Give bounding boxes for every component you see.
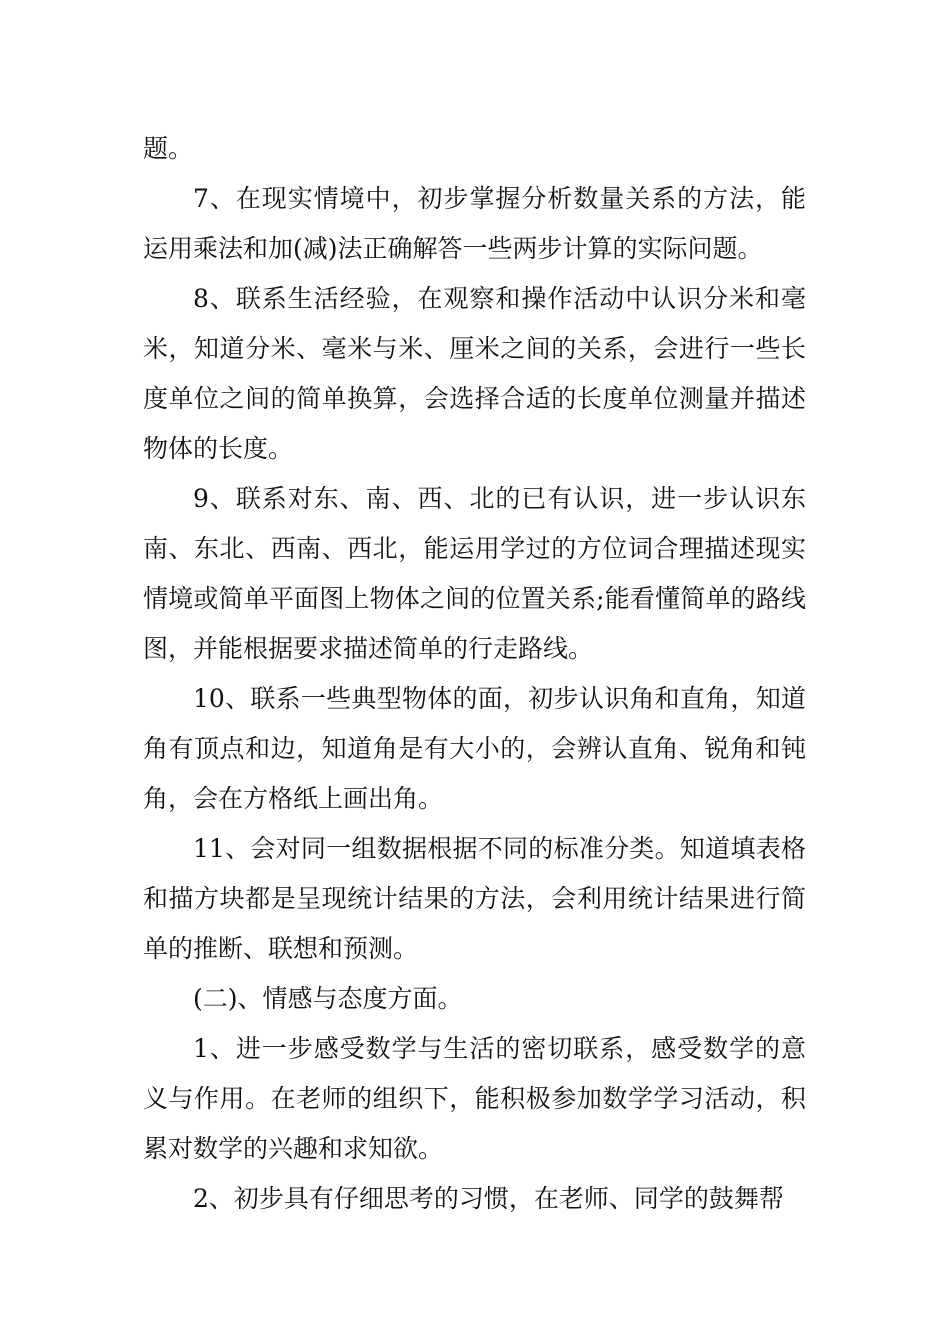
section-heading-emotion-attitude: (二)、情感与态度方面。 bbox=[193, 984, 463, 1013]
paragraph-emotion-item-1: 1、进一步感受数学与生活的密切联系，感受数学的意义与作用。在老师的组织下，能积极参加数学学习活动，积累对数学的兴趣和求知欲。 bbox=[143, 1034, 806, 1163]
paragraph-item-9: 9、联系对东、南、西、北的已有认识，进一步认识东南、东北、西南、西北，能运用学过的方位词合理描述现实情境或简单平面图上物体之间的位置关系;能看懂简单的路线图，并能根据要求描述简单的行走路线。 bbox=[143, 484, 806, 663]
paragraph-item-7: 7、在现实情境中，初步掌握分析数量关系的方法，能运用乘法和加(减)法正确解答一些两步计算的实际问题。 bbox=[143, 184, 806, 263]
paragraph-continuation: 题。 bbox=[143, 134, 194, 163]
paragraph-item-8: 8、联系生活经验，在观察和操作活动中认识分米和毫米，知道分米、毫米与米、厘米之间的关系，会进行一些长度单位之间的简单换算，会选择合适的长度单位测量并描述物体的长度。 bbox=[143, 284, 806, 463]
paragraph-emotion-item-2: 2、初步具有仔细思考的习惯，在老师、同学的鼓舞帮 bbox=[193, 1184, 784, 1213]
paragraph-item-10: 10、联系一些典型物体的面，初步认识角和直角，知道角有顶点和边，知道角是有大小的，会辨认直角、锐角和钝角，会在方格纸上画出角。 bbox=[143, 684, 806, 813]
document-body bbox=[143, 124, 806, 1224]
paragraph-item-11: 11、会对同一组数据根据不同的标准分类。知道填表格和描方块都是呈现统计结果的方法，会利用统计结果进行简单的推断、联想和预测。 bbox=[143, 834, 806, 963]
